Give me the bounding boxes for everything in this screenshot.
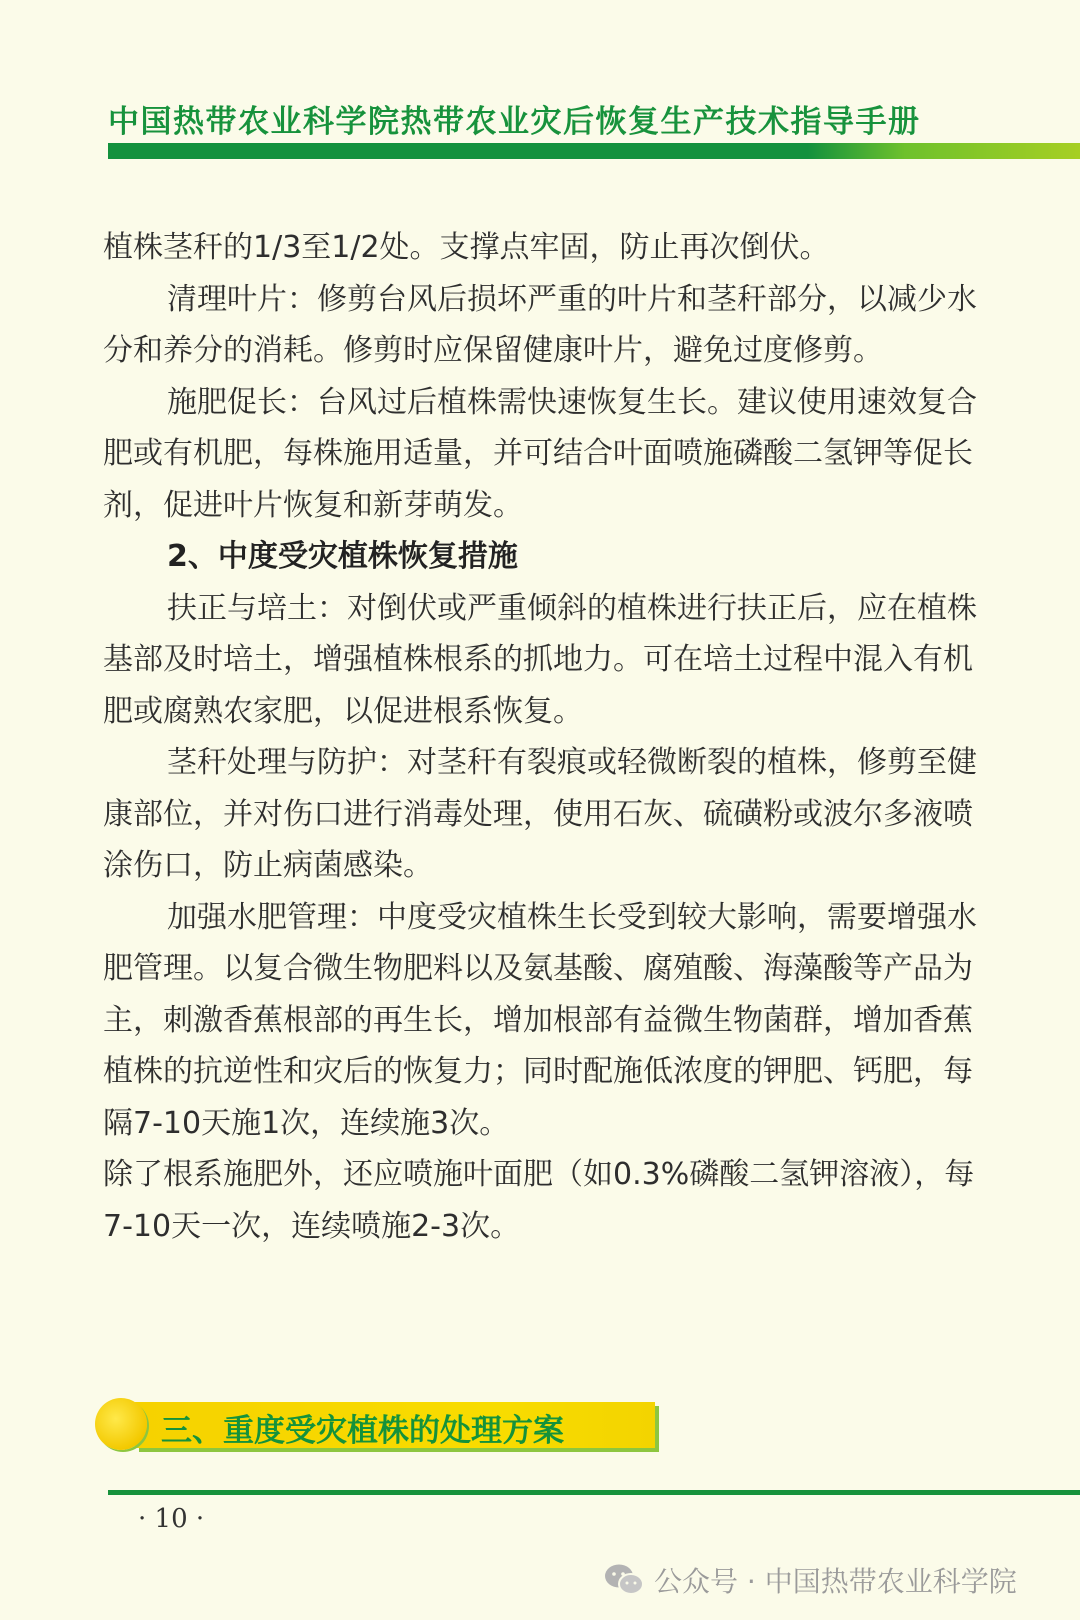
paragraph: 扶正与培土：对倒伏或严重倾斜的植株进行扶正后，应在植株基部及时培土，增强植株根系的抓地力。可在培土过程中混入有机肥或腐熟农家肥，以促进根系恢复。 xyxy=(103,590,977,729)
header-title: 中国热带农业科学院热带农业灾后恢复生产技术指导手册 xyxy=(108,104,921,140)
footer-divider xyxy=(108,1490,1080,1495)
paragraph: 除了根系施肥外，还应喷施叶面肥（如0.3%磷酸二氢钾溶液），每7-10天一次，连续喷施2-3次。 xyxy=(103,1157,975,1244)
paragraph: 植株茎秆的1/3至1/2处。支撑点牢固，防止再次倒伏。 xyxy=(103,230,830,265)
wechat-icon xyxy=(604,1563,644,1597)
watermark xyxy=(604,1558,1017,1602)
banner-circle-icon xyxy=(95,1398,147,1450)
section-banner xyxy=(95,1396,660,1452)
paragraph: 施肥促长：台风过后植株需快速恢复生长。建议使用速效复合肥或有机肥，每株施用适量，并可结合叶面喷施磷酸二氢钾等促长剂，促进叶片恢复和新芽萌发。 xyxy=(103,384,977,523)
section-title: 三、重度受灾植株的处理方案 xyxy=(161,1413,564,1449)
paragraph: 清理叶片：修剪台风后损坏严重的叶片和茎秆部分，以减少水分和养分的消耗。修剪时应保留健康叶片，避免过度修剪。 xyxy=(103,281,977,368)
header-divider-bar xyxy=(108,143,1080,159)
watermark-text: 公众号 · 中国热带农业科学院 xyxy=(654,1565,1017,1598)
document-body xyxy=(103,222,983,1252)
sub-heading: 2、中度受灾植株恢复措施 xyxy=(167,539,518,574)
paragraph: 茎秆处理与防护：对茎秆有裂痕或轻微断裂的植株，修剪至健康部位，并对伤口进行消毒处理，使用石灰、硫磺粉或波尔多液喷涂伤口，防止病菌感染。 xyxy=(103,745,977,883)
paragraph: 加强水肥管理：中度受灾植株生长受到较大影响，需要增强水肥管理。以复合微生物肥料以及氨基酸、腐殖酸、海藻酸等产品为主，刺激香蕉根部的再生长，增加根部有益微生物菌群，增加香蕉植株的抗逆性和灾后的恢复力；同时配施低浓度的钾肥、钙肥，每隔7-10天施1次，连续施3次。 xyxy=(103,899,977,1141)
page-number: · 10 · xyxy=(138,1504,205,1534)
